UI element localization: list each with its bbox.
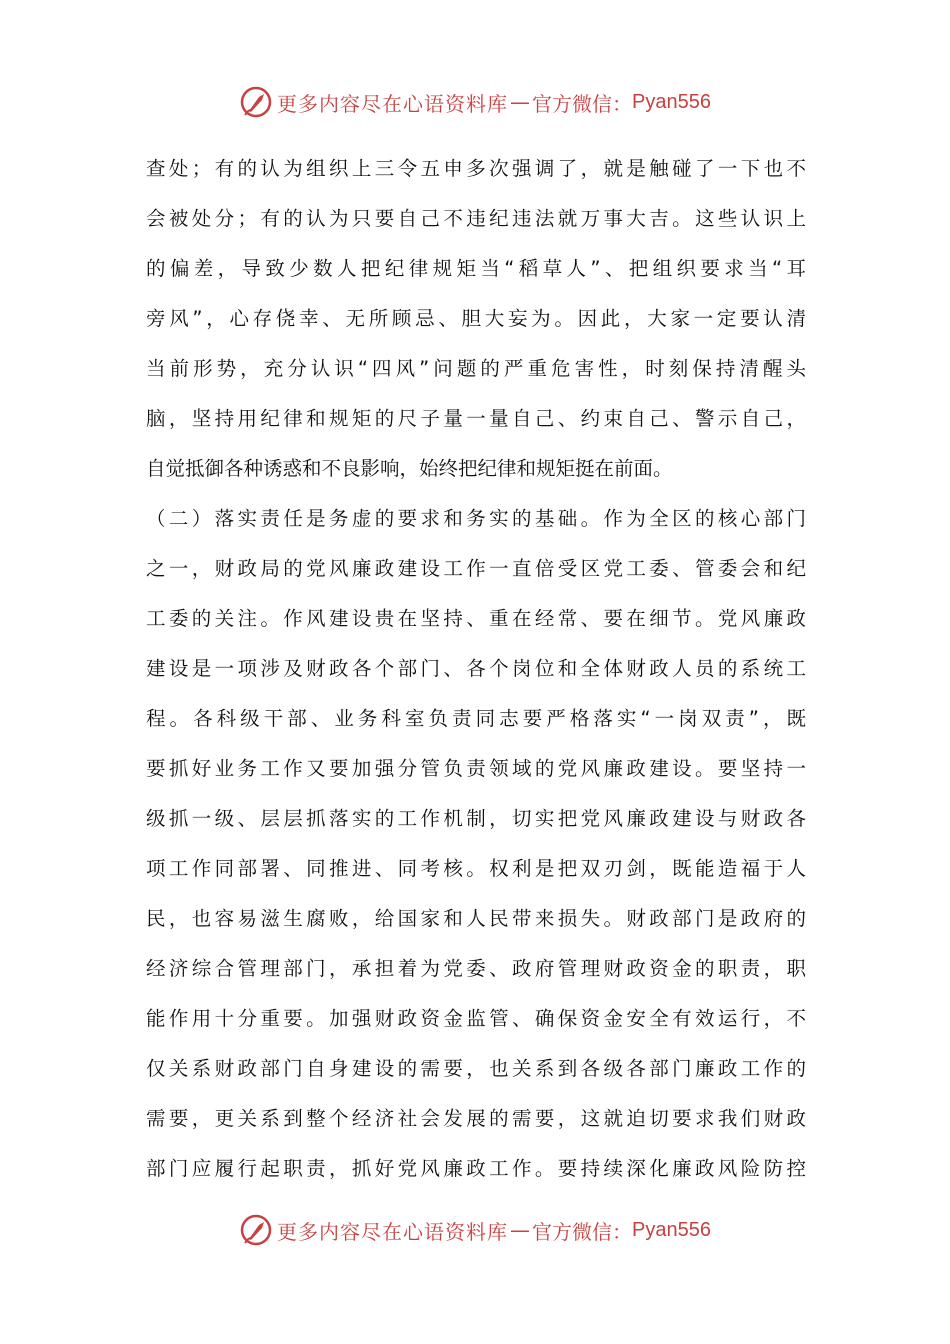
text-line: 项工作同部署、同推进、同考核。权利是把双刃剑，既能造福于人 <box>146 857 806 880</box>
footer-watermark <box>0 1210 950 1250</box>
text-line: 程。各科级干部、业务科室负责同志要严格落实“一岗双责”，既 <box>146 707 806 730</box>
text-line: 工委的关注。作风建设贵在坚持、重在经常、要在细节。党风廉政 <box>146 607 806 630</box>
watermark-label: 官方微信： <box>532 91 633 116</box>
text-line: 查处；有的认为组织上三令五申多次强调了，就是触碰了一下也不 <box>146 157 806 180</box>
header-watermark <box>0 82 950 122</box>
text-line: 之一，财政局的党风廉政建设工作一直倍受区党工委、管委会和纪 <box>146 557 806 580</box>
watermark-label: 官方微信： <box>532 1219 633 1244</box>
watermark-id: Pyan556 <box>632 1218 711 1241</box>
text-line: 级抓一级、层层抓落实的工作机制，切实把党风廉政建设与财政各 <box>146 807 806 830</box>
watermark-dash: — <box>510 90 531 114</box>
text-line: 自觉抵御各种诱惑和不良影响，始终把纪律和规矩挺在前面。 <box>146 457 673 480</box>
watermark-text: 更多内容尽在心语资料库 <box>277 91 509 116</box>
text-line: 仅关系财政部门自身建设的需要，也关系到各级各部门廉政工作的 <box>146 1057 806 1080</box>
text-line: 的偏差，导致少数人把纪律规矩当“稻草人”、把组织要求当“耳 <box>146 257 806 280</box>
text-line: 能作用十分重要。加强财政资金监管、确保资金安全有效运行，不 <box>146 1007 806 1030</box>
watermark-dash: — <box>510 1218 531 1242</box>
text-line: 需要，更关系到整个经济社会发展的需要，这就迫切要求我们财政 <box>146 1107 806 1130</box>
text-line: 旁风”，心存侥幸、无所顾忌、胆大妄为。因此，大家一定要认清 <box>146 307 806 330</box>
text-line: 民，也容易滋生腐败，给国家和人民带来损失。财政部门是政府的 <box>146 907 806 930</box>
text-line: 当前形势，充分认识“四风”问题的严重危害性，时刻保持清醒头 <box>146 357 806 380</box>
text-line: 建设是一项涉及财政各个部门、各个岗位和全体财政人员的系统工 <box>146 657 806 680</box>
text-line: 脑，坚持用纪律和规矩的尺子量一量自己、约束自己、警示自己， <box>146 407 806 430</box>
pen-nib-logo-icon <box>239 85 273 119</box>
document-body <box>146 148 806 1198</box>
pen-nib-logo-icon <box>239 1213 273 1247</box>
text-line: 部门应履行起职责，抓好党风廉政工作。要持续深化廉政风险防控 <box>146 1157 806 1180</box>
text-line: 要抓好业务工作又要加强分管负责领域的党风廉政建设。要坚持一 <box>146 757 806 780</box>
text-line: （二）落实责任是务虚的要求和务实的基础。作为全区的核心部门 <box>146 507 806 530</box>
watermark-id: Pyan556 <box>632 90 711 113</box>
watermark-text: 更多内容尽在心语资料库 <box>277 1219 509 1244</box>
text-line: 经济综合管理部门，承担着为党委、政府管理财政资金的职责，职 <box>146 957 806 980</box>
text-line: 会被处分；有的认为只要自己不违纪违法就万事大吉。这些认识上 <box>146 207 806 230</box>
